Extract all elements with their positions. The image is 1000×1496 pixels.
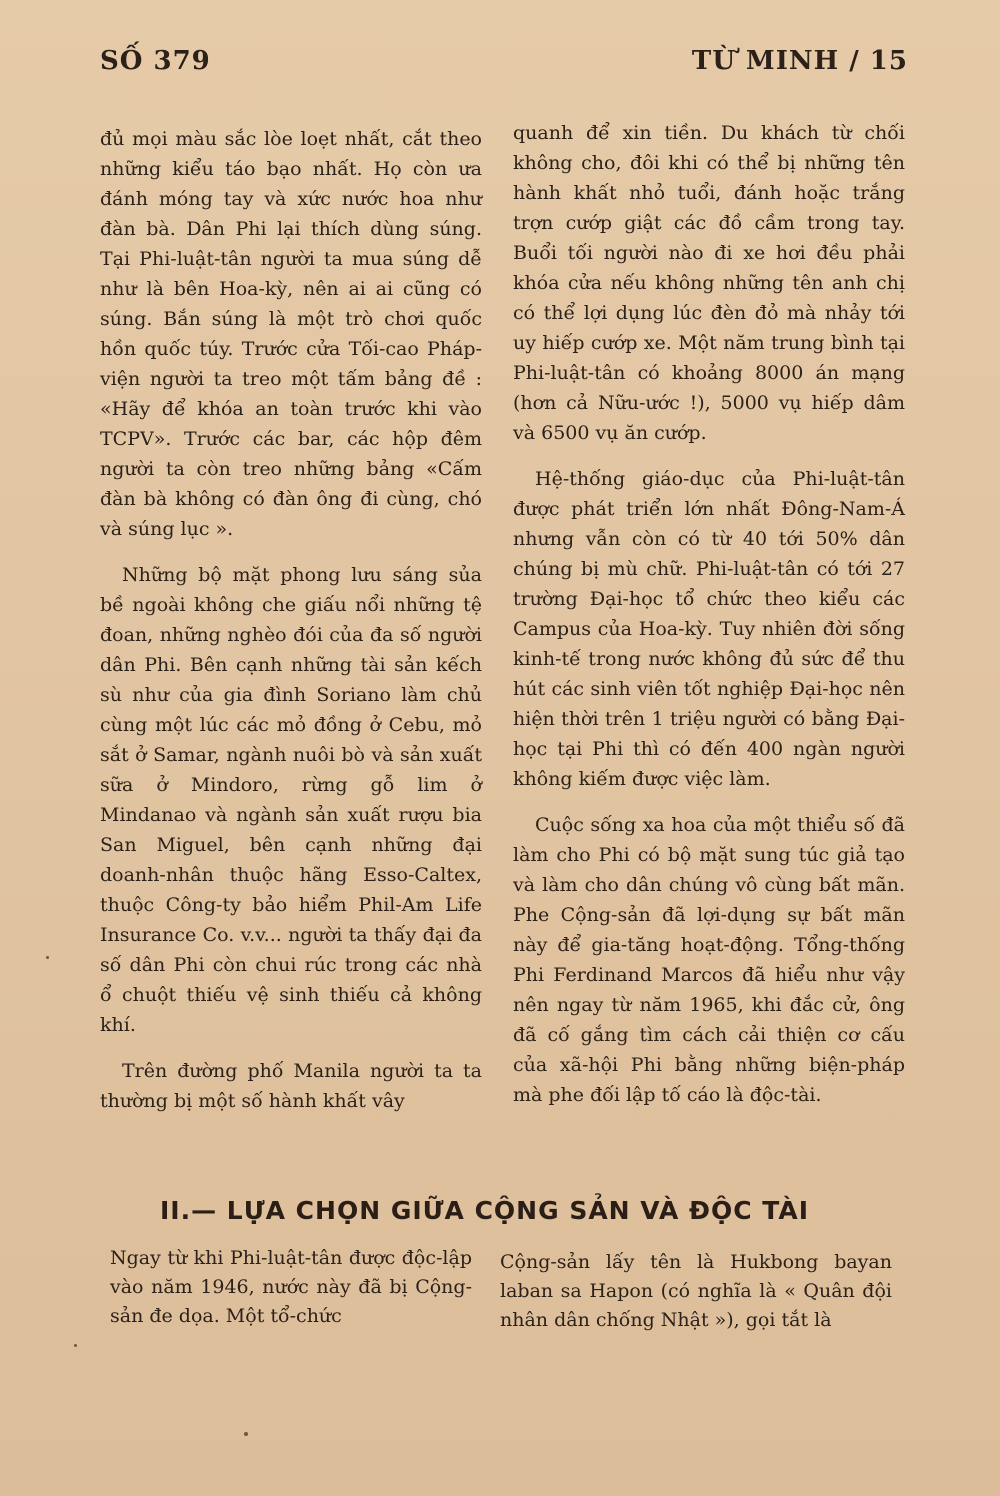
bottom-right-paragraph: Cộng-sản lấy tên là Hukbong bayan laban sa Hapon (có nghĩa là « Quân đội nhân dân chống Nhật »), gọi tắt là	[500, 1251, 892, 1331]
bottom-left-column	[110, 1244, 472, 1331]
right-paragraph-2: Hệ-thống giáo-dục của Phi-luật-tân được phát triển lớn nhất Đông-Nam-Á nhưng vẫn còn có từ 40 tới 50% dân chúng bị mù chữ. Phi-luật-tân có tới 27 trường Đại-học tổ chức theo kiểu các Campus của Hoa-kỳ. Tuy nhiên đời sống kinh-tế trong nước không đủ sức để thu hút các sinh viên tốt nghiệp Đại-học nên hiện thời trên 1 triệu người có bằng Đại-học tại Phi thì có đến 400 ngàn người không kiếm được việc làm.	[513, 468, 905, 790]
left-paragraph-3: Trên đường phố Manila người ta ta thường bị một số hành khất vây	[100, 1060, 482, 1112]
paper-speck	[244, 1432, 248, 1436]
paper-speck	[74, 1344, 77, 1347]
issue-number: SỐ 379	[100, 46, 211, 76]
right-paragraph-1: quanh để xin tiền. Du khách từ chối không cho, đôi khi có thể bị những tên hành khất nhỏ tuổi, đánh hoặc trắng trợn cướp giật các đồ cầm trong tay. Buổi tối người nào đi xe hơi đều phải khóa cửa nếu không những tên anh chị có thể lợi dụng lúc đèn đỏ mà nhảy tới uy hiếp cướp xe. Một năm trung bình tại Phi-luật-tân có khoảng 8000 án mạng (hơn cả Nữu-ước !), 5000 vụ hiếp dâm và 6500 vụ ăn cướp.	[513, 122, 905, 444]
left-paragraph-2: Những bộ mặt phong lưu sáng sủa bề ngoài không che giấu nổi những tệ đoan, những nghèo đói của đa số người dân Phi. Bên cạnh những tài sản kếch sù như của gia đình Soriano làm chủ cùng một lúc các mỏ đồng ở Cebu, mỏ sắt ở Samar, ngành nuôi bò và sản xuất sữa ở Mindoro, rừng gỗ lim ở Mindanao và ngành sản xuất rượu bia San Miguel, bên cạnh những đại doanh-nhân thuộc hãng Esso-Caltex, thuộc Công-ty bảo hiểm Phil-Am Life Insurance Co. v.v... người ta thấy đại đa số dân Phi còn chui rúc trong các nhà ổ chuột thiếu vệ sinh thiếu cả không khí.	[100, 564, 482, 1036]
right-column	[513, 118, 905, 1110]
bottom-left-paragraph: Ngay từ khi Phi-luật-tân được độc-lập vào năm 1946, nước này đã bị Cộng-sản đe dọa. Một tổ-chức	[110, 1247, 472, 1327]
left-paragraph-1: đủ mọi màu sắc lòe loẹt nhất, cắt theo những kiểu táo bạo nhất. Họ còn ưa đánh móng tay và xức nước hoa như đàn bà. Dân Phi lại thích dùng súng. Tại Phi-luật-tân người ta mua súng dễ như là bên Hoa-kỳ, nên ai ai cũng có súng. Bắn súng là một trò chơi quốc hồn quốc túy. Trước cửa Tối-cao Pháp-viện người ta treo một tấm bảng đề : «Hãy để khóa an toàn trước khi vào TCPV». Trước các bar, các hộp đêm người ta còn treo những bảng «Cấm đàn bà không có đàn ông đi cùng, chó và súng lục ».	[100, 128, 482, 540]
section-heading: II.— LỰA CHỌN GIỮA CỘNG SẢN VÀ ĐỘC TÀI	[160, 1196, 810, 1225]
paper-speck	[46, 956, 49, 959]
bottom-right-column	[500, 1248, 892, 1335]
publication-page-number: TỪ MINH / 15	[691, 46, 908, 76]
left-column	[100, 124, 482, 1116]
right-paragraph-3: Cuộc sống xa hoa của một thiểu số đã làm cho Phi có bộ mặt sung túc giả tạo và làm cho dân chúng vô cùng bất mãn. Phe Cộng-sản đã lợi-dụng sự bất mãn này để gia-tăng hoạt-động. Tổng-thống Phi Ferdinand Marcos đã hiểu như vậy nên ngay từ năm 1965, khi đắc cử, ông đã cố gắng tìm cách cải thiện cơ cấu của xã-hội Phi bằng những biện-pháp mà phe đối lập tố cáo là độc-tài.	[513, 814, 905, 1106]
